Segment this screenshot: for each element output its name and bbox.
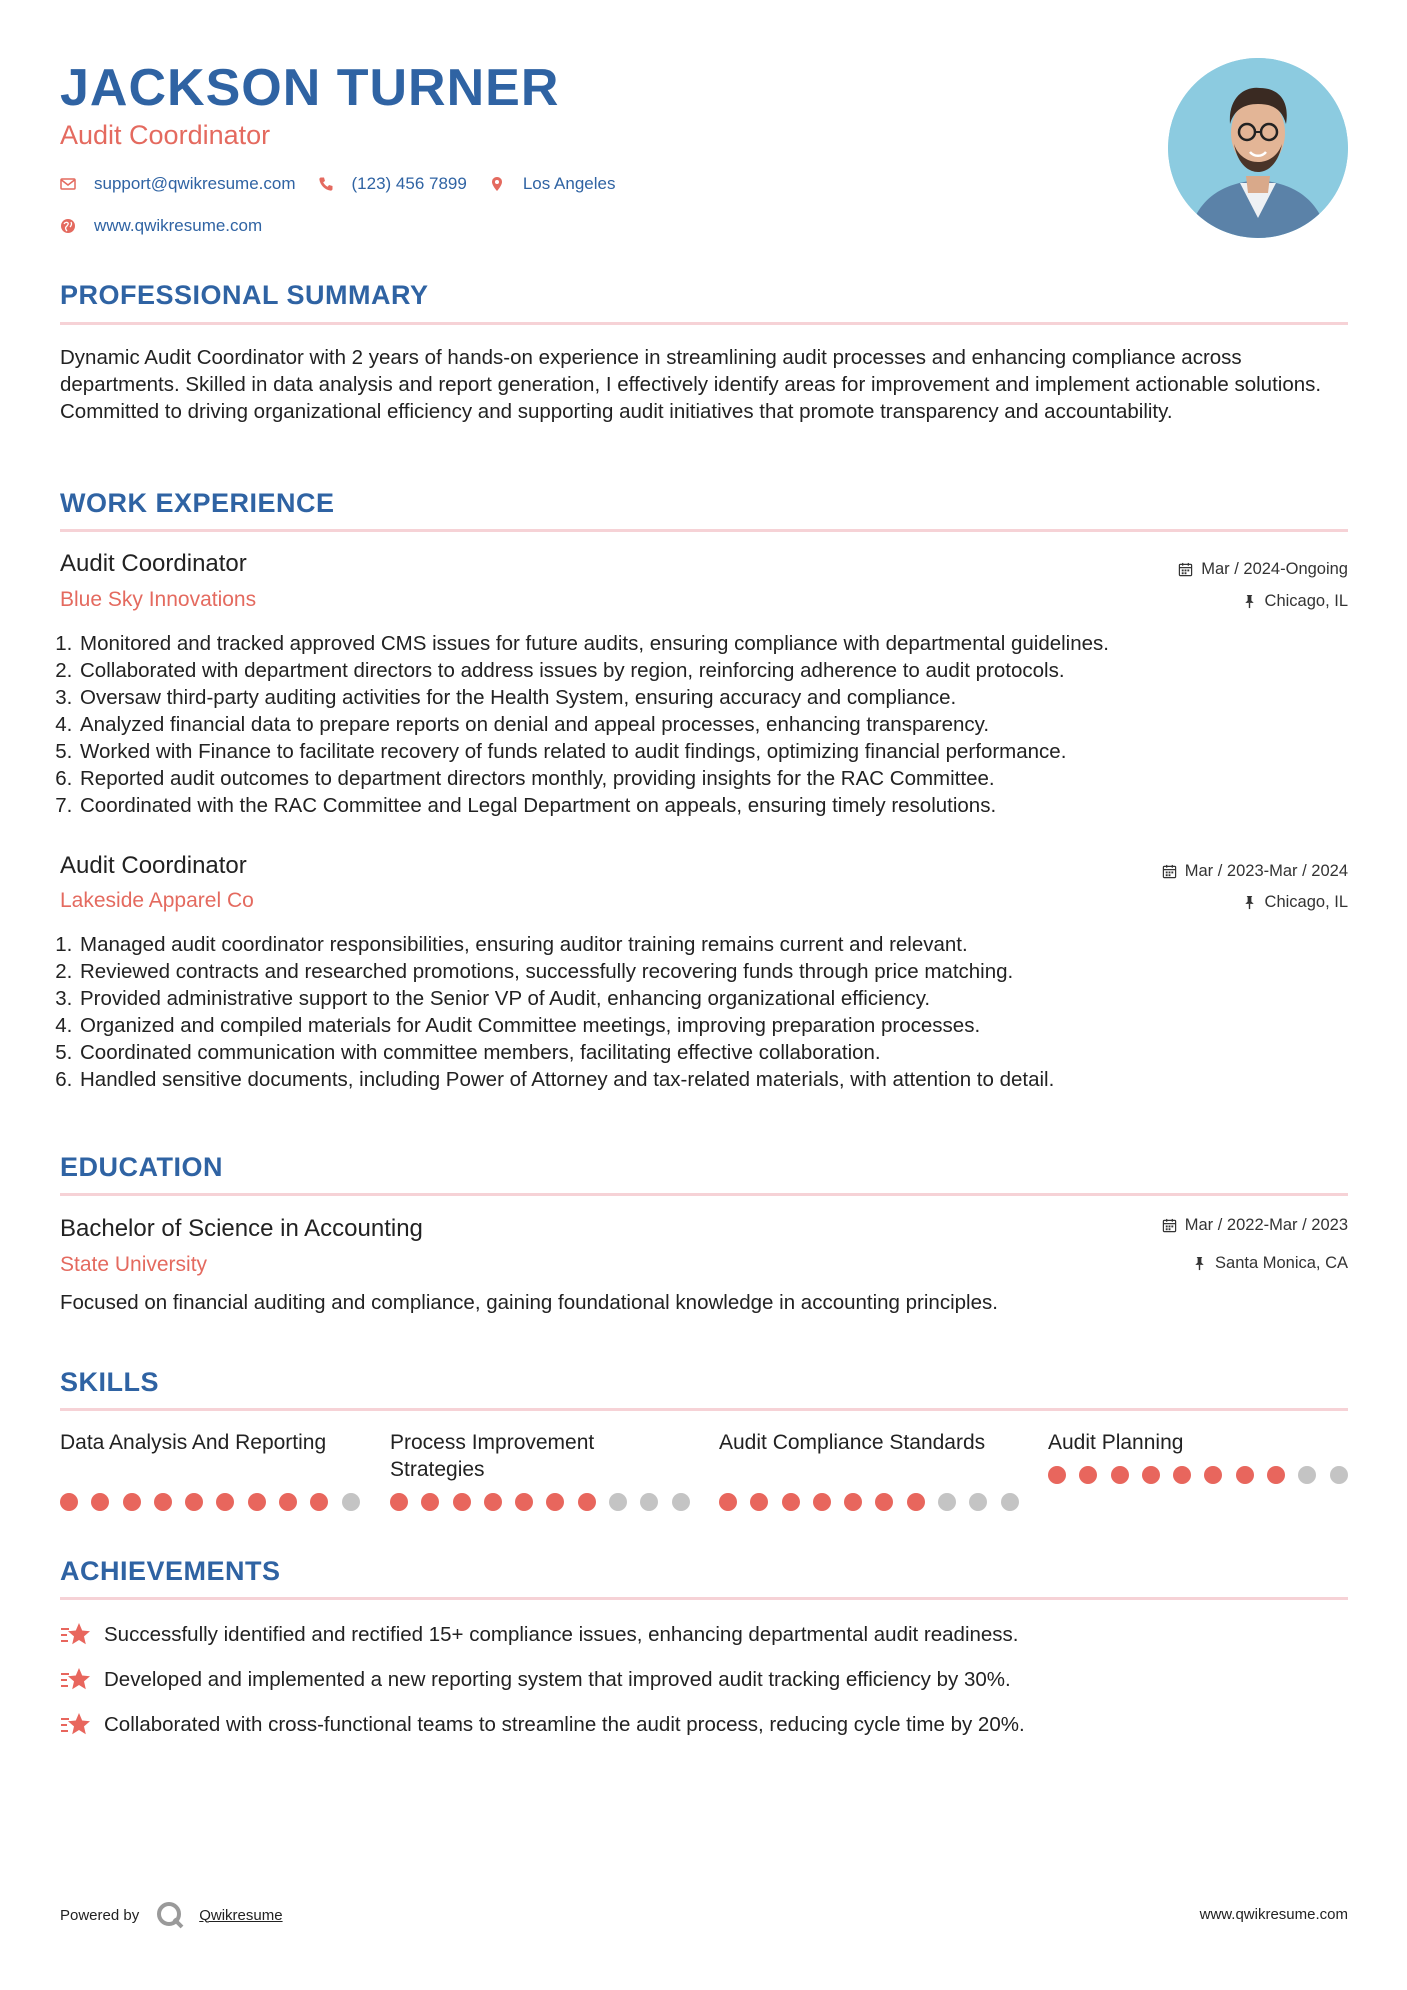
- skill-item: [390, 1429, 690, 1483]
- job-location-text: Chicago, IL: [1264, 592, 1348, 610]
- section-title-experience: WORK EXPERIENCE: [60, 488, 335, 518]
- contact-phone[interactable]: [318, 174, 467, 194]
- list-item: 1. Managed audit coordinator responsibilities, ensuring auditor training remains current and relevant.: [78, 931, 1378, 958]
- skill-rating: [719, 1493, 1032, 1511]
- education-location-text: Santa Monica, CA: [1215, 1254, 1348, 1272]
- section-title-achievements: ACHIEVEMENTS: [60, 1556, 281, 1586]
- footer-website[interactable]: www.qwikresume.com: [1199, 1906, 1348, 1923]
- rating-dot-filled: [782, 1493, 800, 1511]
- education-dates-text: Mar / 2022-Mar / 2023: [1184, 1216, 1348, 1234]
- rating-dot-filled: [60, 1493, 78, 1511]
- candidate-role: Audit Coordinator: [60, 120, 271, 150]
- rating-dot-filled: [546, 1493, 564, 1511]
- calendar-icon: [1178, 562, 1193, 577]
- phone-icon: [318, 176, 334, 192]
- divider: [60, 1408, 1348, 1411]
- contact-row-secondary: [60, 216, 284, 236]
- divider: [60, 1597, 1348, 1600]
- rating-dot-empty: [1330, 1466, 1348, 1484]
- pushpin-icon: [1242, 895, 1257, 910]
- calendar-icon: [1162, 1218, 1177, 1233]
- pushpin-icon: [1192, 1256, 1207, 1271]
- rating-dot-filled: [1204, 1466, 1222, 1484]
- rating-dot-filled: [484, 1493, 502, 1511]
- skill-item: [1048, 1429, 1348, 1456]
- rating-dot-filled: [421, 1493, 439, 1511]
- powered-by-label: Powered by: [60, 1906, 140, 1924]
- job-title: Audit Coordinator: [60, 550, 247, 577]
- rating-dot-filled: [248, 1493, 266, 1511]
- footer-powered-by: [60, 1900, 283, 1930]
- rating-dot-empty: [342, 1493, 360, 1511]
- skill-rating: [60, 1493, 373, 1511]
- section-title-education: EDUCATION: [60, 1152, 223, 1182]
- rating-dot-filled: [1267, 1466, 1285, 1484]
- achievement-item: [60, 1621, 1019, 1649]
- rating-dot-filled: [123, 1493, 141, 1511]
- candidate-name: JACKSON TURNER: [60, 59, 560, 117]
- job-location-text: Chicago, IL: [1264, 893, 1348, 911]
- rating-dot-filled: [1173, 1466, 1191, 1484]
- divider: [60, 322, 1348, 325]
- job-dates-text: Mar / 2023-Mar / 2024: [1184, 862, 1348, 880]
- footer-brand-link[interactable]: Qwikresume: [199, 1906, 283, 1924]
- phone-text: (123) 456 7899: [351, 174, 467, 193]
- rating-dot-filled: [844, 1493, 862, 1511]
- job-company: Blue Sky Innovations: [60, 588, 257, 611]
- job-dates: [1178, 560, 1348, 579]
- location-text: Los Angeles: [522, 174, 616, 193]
- job-company: Lakeside Apparel Co: [60, 889, 254, 912]
- rating-dot-filled: [875, 1493, 893, 1511]
- summary-text: Dynamic Audit Coordinator with 2 years of hands-on experience in streamlining audit processes and enhancing compliance across departments. Skilled in data analysis and report generation, I effectively identify areas for improvement and implement actionable solutions. Committed to driving organizational efficiency and supporting audit initiatives that promote transparency and accountability.: [60, 346, 1322, 423]
- globe-icon: [60, 218, 76, 234]
- rating-dot-empty: [938, 1493, 956, 1511]
- education-school: State University: [60, 1253, 208, 1276]
- job-location: [1242, 893, 1348, 912]
- rating-dot-empty: [1001, 1493, 1019, 1511]
- contact-email[interactable]: [60, 174, 296, 194]
- education-location: [1192, 1254, 1348, 1273]
- achievement-item: [60, 1711, 1025, 1739]
- rating-dot-filled: [390, 1493, 408, 1511]
- list-item: 1. Monitored and tracked approved CMS issues for future audits, ensuring compliance with departmental guidelines.: [78, 630, 1378, 657]
- skill-rating: [390, 1493, 703, 1511]
- rating-dot-empty: [609, 1493, 627, 1511]
- rating-dot-filled: [453, 1493, 471, 1511]
- section-title-summary: PROFESSIONAL SUMMARY: [60, 280, 429, 310]
- skill-name: Audit Compliance Standards: [719, 1431, 986, 1454]
- profile-photo: [1168, 58, 1348, 238]
- pushpin-icon: [1242, 594, 1257, 609]
- star-badge-icon: [60, 1666, 92, 1694]
- contact-row-primary: [60, 174, 637, 194]
- rating-dot-filled: [1236, 1466, 1254, 1484]
- skill-name: Audit Planning: [1048, 1431, 1184, 1454]
- rating-dot-filled: [154, 1493, 172, 1511]
- rating-dot-filled: [719, 1493, 737, 1511]
- rating-dot-filled: [750, 1493, 768, 1511]
- section-title-skills: SKILLS: [60, 1367, 160, 1397]
- list-item: 2. Reviewed contracts and researched promotions, successfully recovering funds through price matching.: [78, 958, 1378, 985]
- education-degree: Bachelor of Science in Accounting: [60, 1215, 423, 1242]
- list-item: 5. Worked with Finance to facilitate recovery of funds related to audit findings, optimizing financial performance.: [78, 738, 1378, 765]
- rating-dot-empty: [672, 1493, 690, 1511]
- rating-dot-filled: [578, 1493, 596, 1511]
- map-pin-icon: [489, 176, 505, 192]
- divider: [60, 529, 1348, 532]
- job-bullets: [50, 630, 1378, 819]
- rating-dot-filled: [185, 1493, 203, 1511]
- skill-name: Data Analysis And Reporting: [60, 1431, 327, 1454]
- job-title: Audit Coordinator: [60, 852, 247, 879]
- calendar-icon: [1162, 864, 1177, 879]
- portrait-illustration: [1168, 58, 1348, 238]
- list-item: 3. Oversaw third-party auditing activities for the Health System, ensuring accuracy and compliance.: [78, 684, 1378, 711]
- rating-dot-filled: [279, 1493, 297, 1511]
- job-location: [1242, 592, 1348, 611]
- rating-dot-filled: [813, 1493, 831, 1511]
- star-badge-icon: [60, 1621, 92, 1649]
- rating-dot-empty: [1298, 1466, 1316, 1484]
- education-dates: [1162, 1216, 1348, 1235]
- achievement-text: Developed and implemented a new reporting system that improved audit tracking efficiency by 30%.: [104, 1668, 1011, 1691]
- list-item: 7. Coordinated with the RAC Committee and Legal Department on appeals, ensuring timely resolutions.: [78, 792, 1378, 819]
- envelope-icon: [60, 176, 76, 192]
- rating-dot-filled: [1142, 1466, 1160, 1484]
- achievement-text: Successfully identified and rectified 15+ compliance issues, enhancing departmental audit readiness.: [104, 1623, 1019, 1646]
- skill-name: Process Improvement Strategies: [390, 1431, 595, 1481]
- list-item: 6. Handled sensitive documents, including Power of Attorney and tax-related materials, with attention to detail.: [78, 1066, 1378, 1093]
- job-dates-text: Mar / 2024-Ongoing: [1201, 560, 1348, 578]
- education-description: Focused on financial auditing and compliance, gaining foundational knowledge in accounting principles.: [60, 1291, 998, 1314]
- rating-dot-filled: [907, 1493, 925, 1511]
- rating-dot-empty: [640, 1493, 658, 1511]
- list-item: 6. Reported audit outcomes to department directors monthly, providing insights for the RAC Committee.: [78, 765, 1378, 792]
- email-text: support@qwikresume.com: [94, 174, 296, 193]
- rating-dot-filled: [1048, 1466, 1066, 1484]
- list-item: 2. Collaborated with department directors to address issues by region, reinforcing adherence to audit protocols.: [78, 657, 1378, 684]
- qwikresume-logo-icon: [155, 1900, 185, 1930]
- skill-item: [719, 1429, 1019, 1483]
- job-bullets: [50, 931, 1378, 1093]
- list-item: 4. Organized and compiled materials for Audit Committee meetings, improving preparation processes.: [78, 1012, 1378, 1039]
- divider: [60, 1193, 1348, 1196]
- achievement-text: Collaborated with cross-functional teams to streamline the audit process, reducing cycle time by 20%.: [104, 1713, 1025, 1736]
- contact-website[interactable]: [60, 216, 262, 236]
- rating-dot-filled: [1111, 1466, 1129, 1484]
- list-item: 5. Coordinated communication with committee members, facilitating effective collaboration.: [78, 1039, 1378, 1066]
- rating-dot-empty: [969, 1493, 987, 1511]
- job-dates: [1162, 862, 1348, 881]
- rating-dot-filled: [310, 1493, 328, 1511]
- rating-dot-filled: [1079, 1466, 1097, 1484]
- skill-item: [60, 1429, 360, 1483]
- website-text: www.qwikresume.com: [94, 216, 263, 235]
- rating-dot-filled: [91, 1493, 109, 1511]
- star-badge-icon: [60, 1711, 92, 1739]
- skill-rating: [1048, 1466, 1361, 1484]
- list-item: 3. Provided administrative support to the Senior VP of Audit, enhancing organizational efficiency.: [78, 985, 1378, 1012]
- rating-dot-filled: [515, 1493, 533, 1511]
- rating-dot-filled: [216, 1493, 234, 1511]
- contact-location: [489, 174, 616, 194]
- achievement-item: [60, 1666, 1011, 1694]
- list-item: 4. Analyzed financial data to prepare reports on denial and appeal processes, enhancing transparency.: [78, 711, 1378, 738]
